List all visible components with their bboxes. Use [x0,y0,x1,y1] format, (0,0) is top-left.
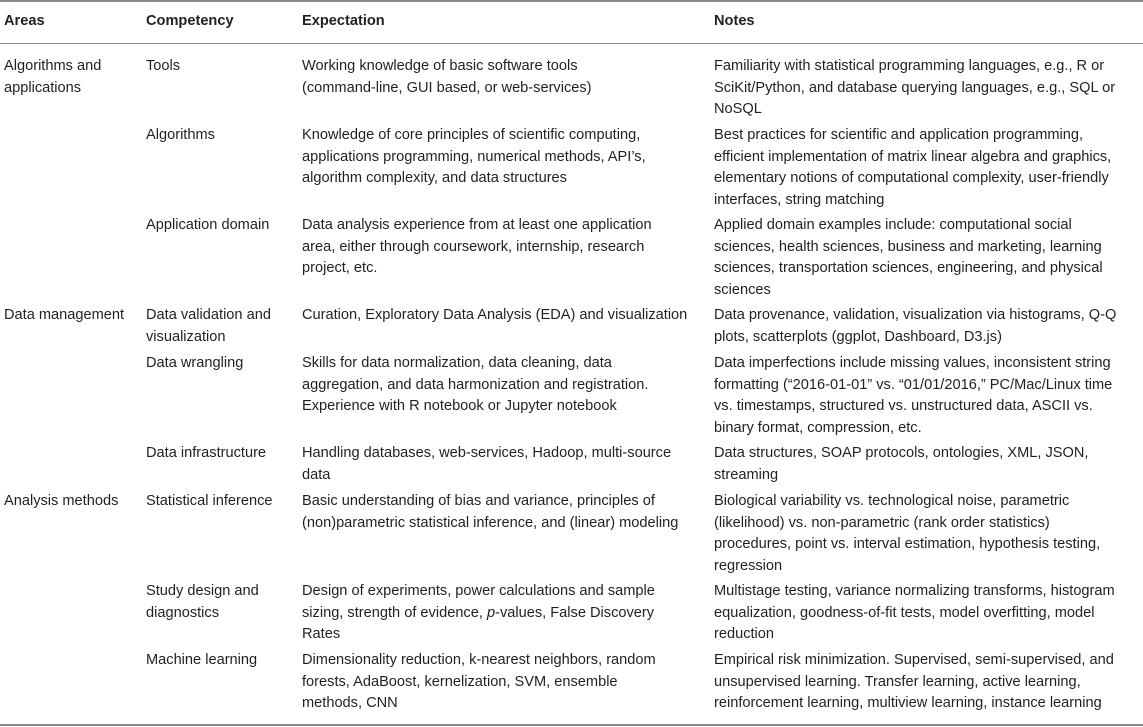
row-data-wrangling-expectation [302,353,702,418]
notes-line: elementary notions of computational complexity, user-friendly [714,170,1109,186]
row-application-domain-competency [146,215,296,237]
row-statistical-inference-expectation [302,491,702,534]
row-study-design-notes [714,581,1139,646]
competency-line: visualization [146,328,226,345]
row-algorithms-notes [714,125,1139,211]
expectation-line: data [302,466,331,483]
notes-line: sciences, health sciences, business and marketing, learning [714,238,1102,255]
row-data-validation-expectation [302,305,702,327]
notes-line: sciences [714,281,771,298]
competency-line: Data validation and [146,307,271,323]
notes-line: Biological variability vs. technological noise, parametric [714,493,1070,509]
expectation-line: methods, CNN [302,695,398,711]
row-data-wrangling-competency [146,353,296,375]
notes-line: reinforcement learning, multiview learning, instance learning [714,695,1102,711]
row-tools-area [4,56,140,99]
competency-line: Application domain [146,217,270,233]
row-application-domain-notes [714,215,1139,301]
row-machine-learning-competency [146,650,296,672]
header-areas: Areas [4,13,45,29]
row-study-design-competency [146,581,296,624]
row-data-infrastructure-notes [714,443,1139,486]
expectation-line: Dimensionality reduction, k-nearest neighbors, random [302,652,656,668]
row-statistical-inference-area [4,491,140,513]
competency-line: Tools [146,58,181,74]
expectation-line: applications programming, numerical methods, API’s, [302,148,646,165]
notes-line: Data structures, SOAP protocols, ontologies, XML, JSON, [714,445,1089,461]
expectation-line: algorithm complexity, and data structures [302,170,567,186]
expectation-line: Data analysis experience from at least one application [302,217,652,233]
notes-line: Data imperfections include missing values, inconsistent string [714,355,1111,371]
notes-line: reduction [714,626,775,642]
notes-line: Best practices for scientific and application programming, [714,127,1084,143]
expectation-line: Skills for data normalization, data cleaning, data [302,355,612,371]
notes-line: Applied domain examples include: computational social [714,217,1072,233]
expectation-line: Knowledge of core principles of scientific computing, [302,127,641,143]
row-tools-notes [714,56,1139,121]
expectation-line: aggregation, and data harmonization and registration. [302,376,649,393]
competency-line: Statistical inference [146,493,273,509]
notes-line: procedures, point vs. interval estimation, hypothesis testing, [714,536,1101,552]
notes-line: efficient implementation of matrix linear algebra and graphics, [714,148,1112,165]
row-tools-competency [146,56,296,78]
area-line: Analysis methods [4,493,119,509]
expectation-line: Experience with R notebook or Jupyter notebook [302,398,617,414]
expectation-fragment: sizing, strength of evidence, [302,604,483,621]
notes-line: SciKit/Python, and database querying languages, e.g., SQL or [714,79,1116,96]
notes-line: Empirical risk minimization. Supervised, semi-supervised, and [714,652,1114,668]
notes-line: vs. timestamps, structured vs. unstructured data, ASCII vs. [714,398,1093,414]
notes-line: (likelihood) vs. non-parametric (rank order statistics) [714,514,1050,531]
expectation-line: forests, AdaBoost, kernelization, SVM, ensemble [302,673,618,690]
competency-line: Study design and [146,583,259,599]
row-machine-learning-expectation [302,650,702,715]
p-value-italic: p [486,604,496,621]
row-statistical-inference-competency [146,491,296,513]
expectation-line: (command-line, GUI based, or web-services) [302,79,592,96]
notes-line: plots, scatterplots (ggplot, Dashboard, D3.js) [714,328,1002,345]
notes-line: unsupervised learning. Transfer learning, active learning, [714,673,1081,690]
expectation-line: area, either through coursework, internship, research [302,238,645,255]
area-line: Data management [4,307,125,323]
expectation-line: project, etc. [302,260,378,276]
row-application-domain-expectation [302,215,702,280]
row-study-design-expectation [302,581,702,646]
row-machine-learning-notes [714,650,1139,715]
expectation-line: Curation, Exploratory Data Analysis (EDA) and visualization [302,307,688,323]
notes-line: Data provenance, validation, visualization via histograms, Q-Q [714,307,1117,323]
row-data-wrangling-notes [714,353,1139,439]
notes-line: equalization, goodness-of-fit tests, model overfitting, model [714,604,1095,621]
row-algorithms-competency [146,125,296,147]
row-algorithms-expectation [302,125,702,190]
row-data-infrastructure-expectation [302,443,702,486]
competency-line: Data wrangling [146,355,244,371]
notes-line: binary format, compression, etc. [714,419,922,436]
header-expectation: Expectation [302,13,385,29]
notes-line: interfaces, string matching [714,191,885,208]
expectation-line [302,603,702,625]
expectation-line: Working knowledge of basic software tools [302,58,578,74]
row-statistical-inference-notes [714,491,1139,577]
competency-line: Algorithms [146,127,215,143]
notes-line: regression [714,557,783,574]
notes-line: Multistage testing, variance normalizing transforms, histogram [714,583,1115,599]
competency-line: Machine learning [146,652,258,668]
notes-line: streaming [714,466,779,483]
expectation-fragment: -values, False Discovery [495,604,655,621]
notes-line: formatting (“2016-01-01” vs. “01/01/2016,” PC/Mac/Linux time [714,376,1113,393]
competency-line: diagnostics [146,604,220,621]
notes-line: Familiarity with statistical programming languages, e.g., R or [714,58,1105,74]
table-bottom-rule [0,724,1143,726]
area-line: Algorithms and [4,58,102,74]
area-line: applications [4,79,82,96]
row-tools-expectation [302,56,702,99]
notes-line: sciences, transportation sciences, engineering, and physical [714,260,1103,276]
row-data-validation-notes [714,305,1139,348]
row-data-validation-area [4,305,140,327]
competency-line: Data infrastructure [146,445,267,461]
expectation-line: Rates [302,626,341,642]
header-notes: Notes [714,13,755,29]
row-data-infrastructure-competency [146,443,296,465]
expectation-line: Design of experiments, power calculations and sample [302,583,655,599]
notes-line: NoSQL [714,101,762,117]
header-competency: Competency [146,13,234,29]
row-data-validation-competency [146,305,296,348]
header-rule [0,43,1143,44]
expectation-line: Handling databases, web-services, Hadoop, multi-source [302,445,672,461]
table-top-rule [0,0,1143,2]
expectation-line: (non)parametric statistical inference, and (linear) modeling [302,514,679,531]
expectation-line: Basic understanding of bias and variance, principles of [302,493,655,509]
